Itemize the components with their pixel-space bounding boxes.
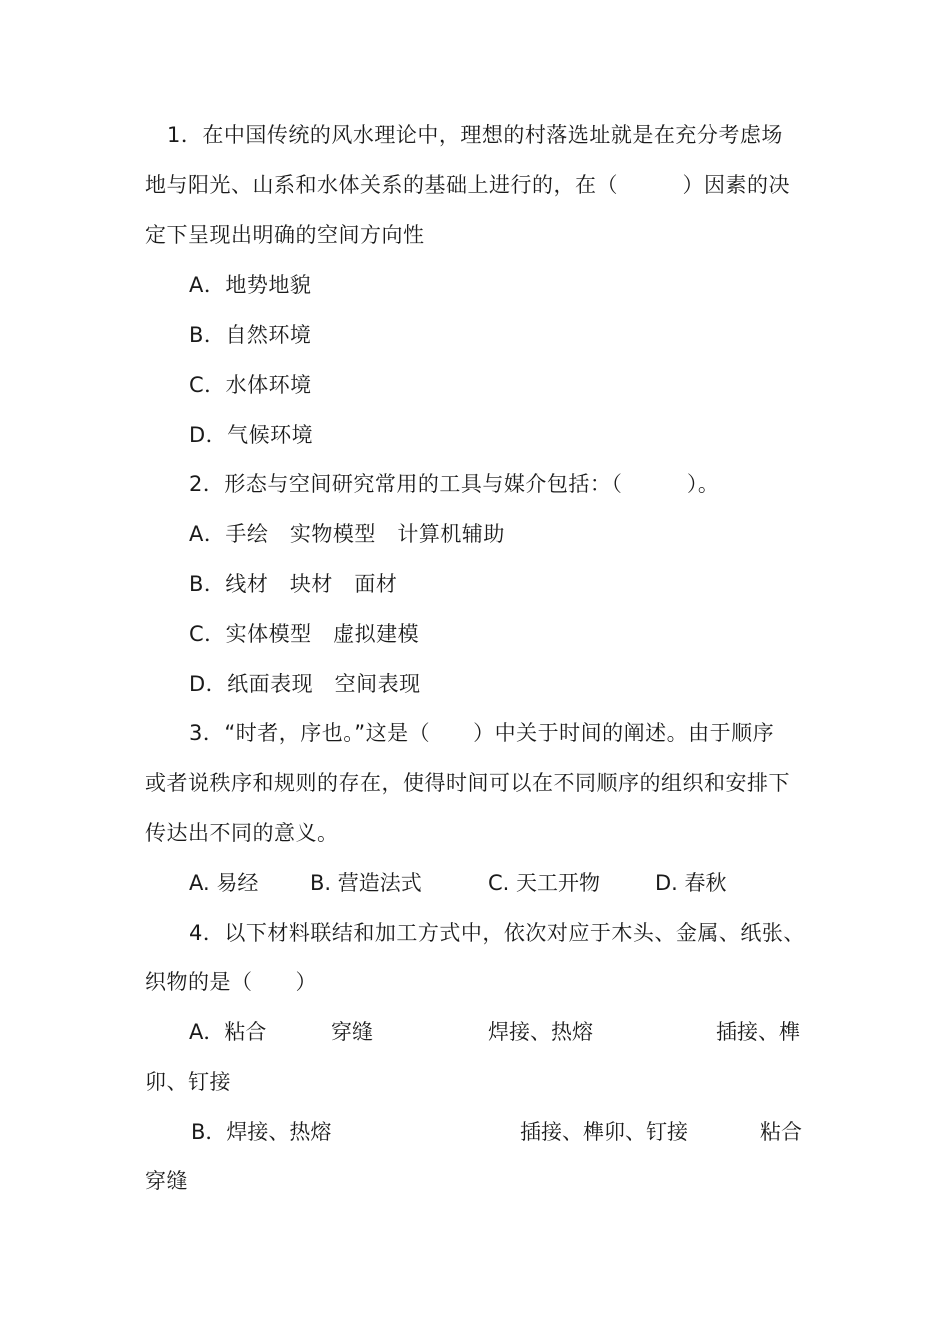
q1-line-3: 定下呈现出明确的空间方向性 [145,223,425,247]
q4-option-b-part-1: B．焊接、热熔 [191,1120,332,1144]
q4-option-b-continued: 穿缝 [145,1169,188,1193]
q1-line-2: 地与阳光、山系和水体关系的基础上进行的，在（ ）因素的决 [145,173,790,197]
q3-line-1: 3．“时者，序也。”这是（ ）中关于时间的阐述。由于顺序 [189,721,775,745]
q3-line-3: 传达出不同的意义。 [145,821,339,845]
q1-option-d: D．气候环境 [189,423,314,447]
q1-option-c: C．水体环境 [189,373,312,397]
q1-line-1: 1．在中国传统的风水理论中，理想的村落选址就是在充分考虑场 [167,123,783,147]
q4-option-a-part-2: 穿缝 [331,1020,373,1044]
q2-option-b: B．线材 块材 面材 [189,572,398,596]
q4-option-a-part-3: 焊接、热熔 [488,1020,593,1044]
q4-option-b-part-3: 粘合 [760,1120,802,1144]
q1-option-a: A．地势地貌 [189,273,312,297]
q4-line-1: 4．以下材料联结和加工方式中，依次对应于木头、金属、纸张、 [189,921,805,945]
q3-line-2: 或者说秩序和规则的存在，使得时间可以在不同顺序的组织和安排下 [145,771,790,795]
q2-option-c: C．实体模型 虚拟建模 [189,622,420,646]
q2-option-d: D．纸面表现 空间表现 [189,672,421,696]
q2-option-a: A．手绘 实物模型 计算机辅助 [189,522,505,546]
q1-option-b: B．自然环境 [189,323,312,347]
q3-option-a: A. 易经 [189,871,259,895]
q4-option-a-continued: 卯、钉接 [145,1070,231,1094]
q4-option-a-part-4: 插接、榫 [716,1020,800,1044]
q3-option-c: C. 天工开物 [488,871,601,895]
q4-line-2: 织物的是（ ） [145,970,317,994]
q4-option-a-part-1: A．粘合 [189,1020,267,1044]
q4-option-b-part-2: 插接、榫卯、钉接 [520,1120,688,1144]
q2-line-1: 2．形态与空间研究常用的工具与媒介包括：（ ）。 [189,472,720,496]
q3-option-b: B. 营造法式 [310,871,422,895]
q3-option-d: D. 春秋 [655,871,727,895]
